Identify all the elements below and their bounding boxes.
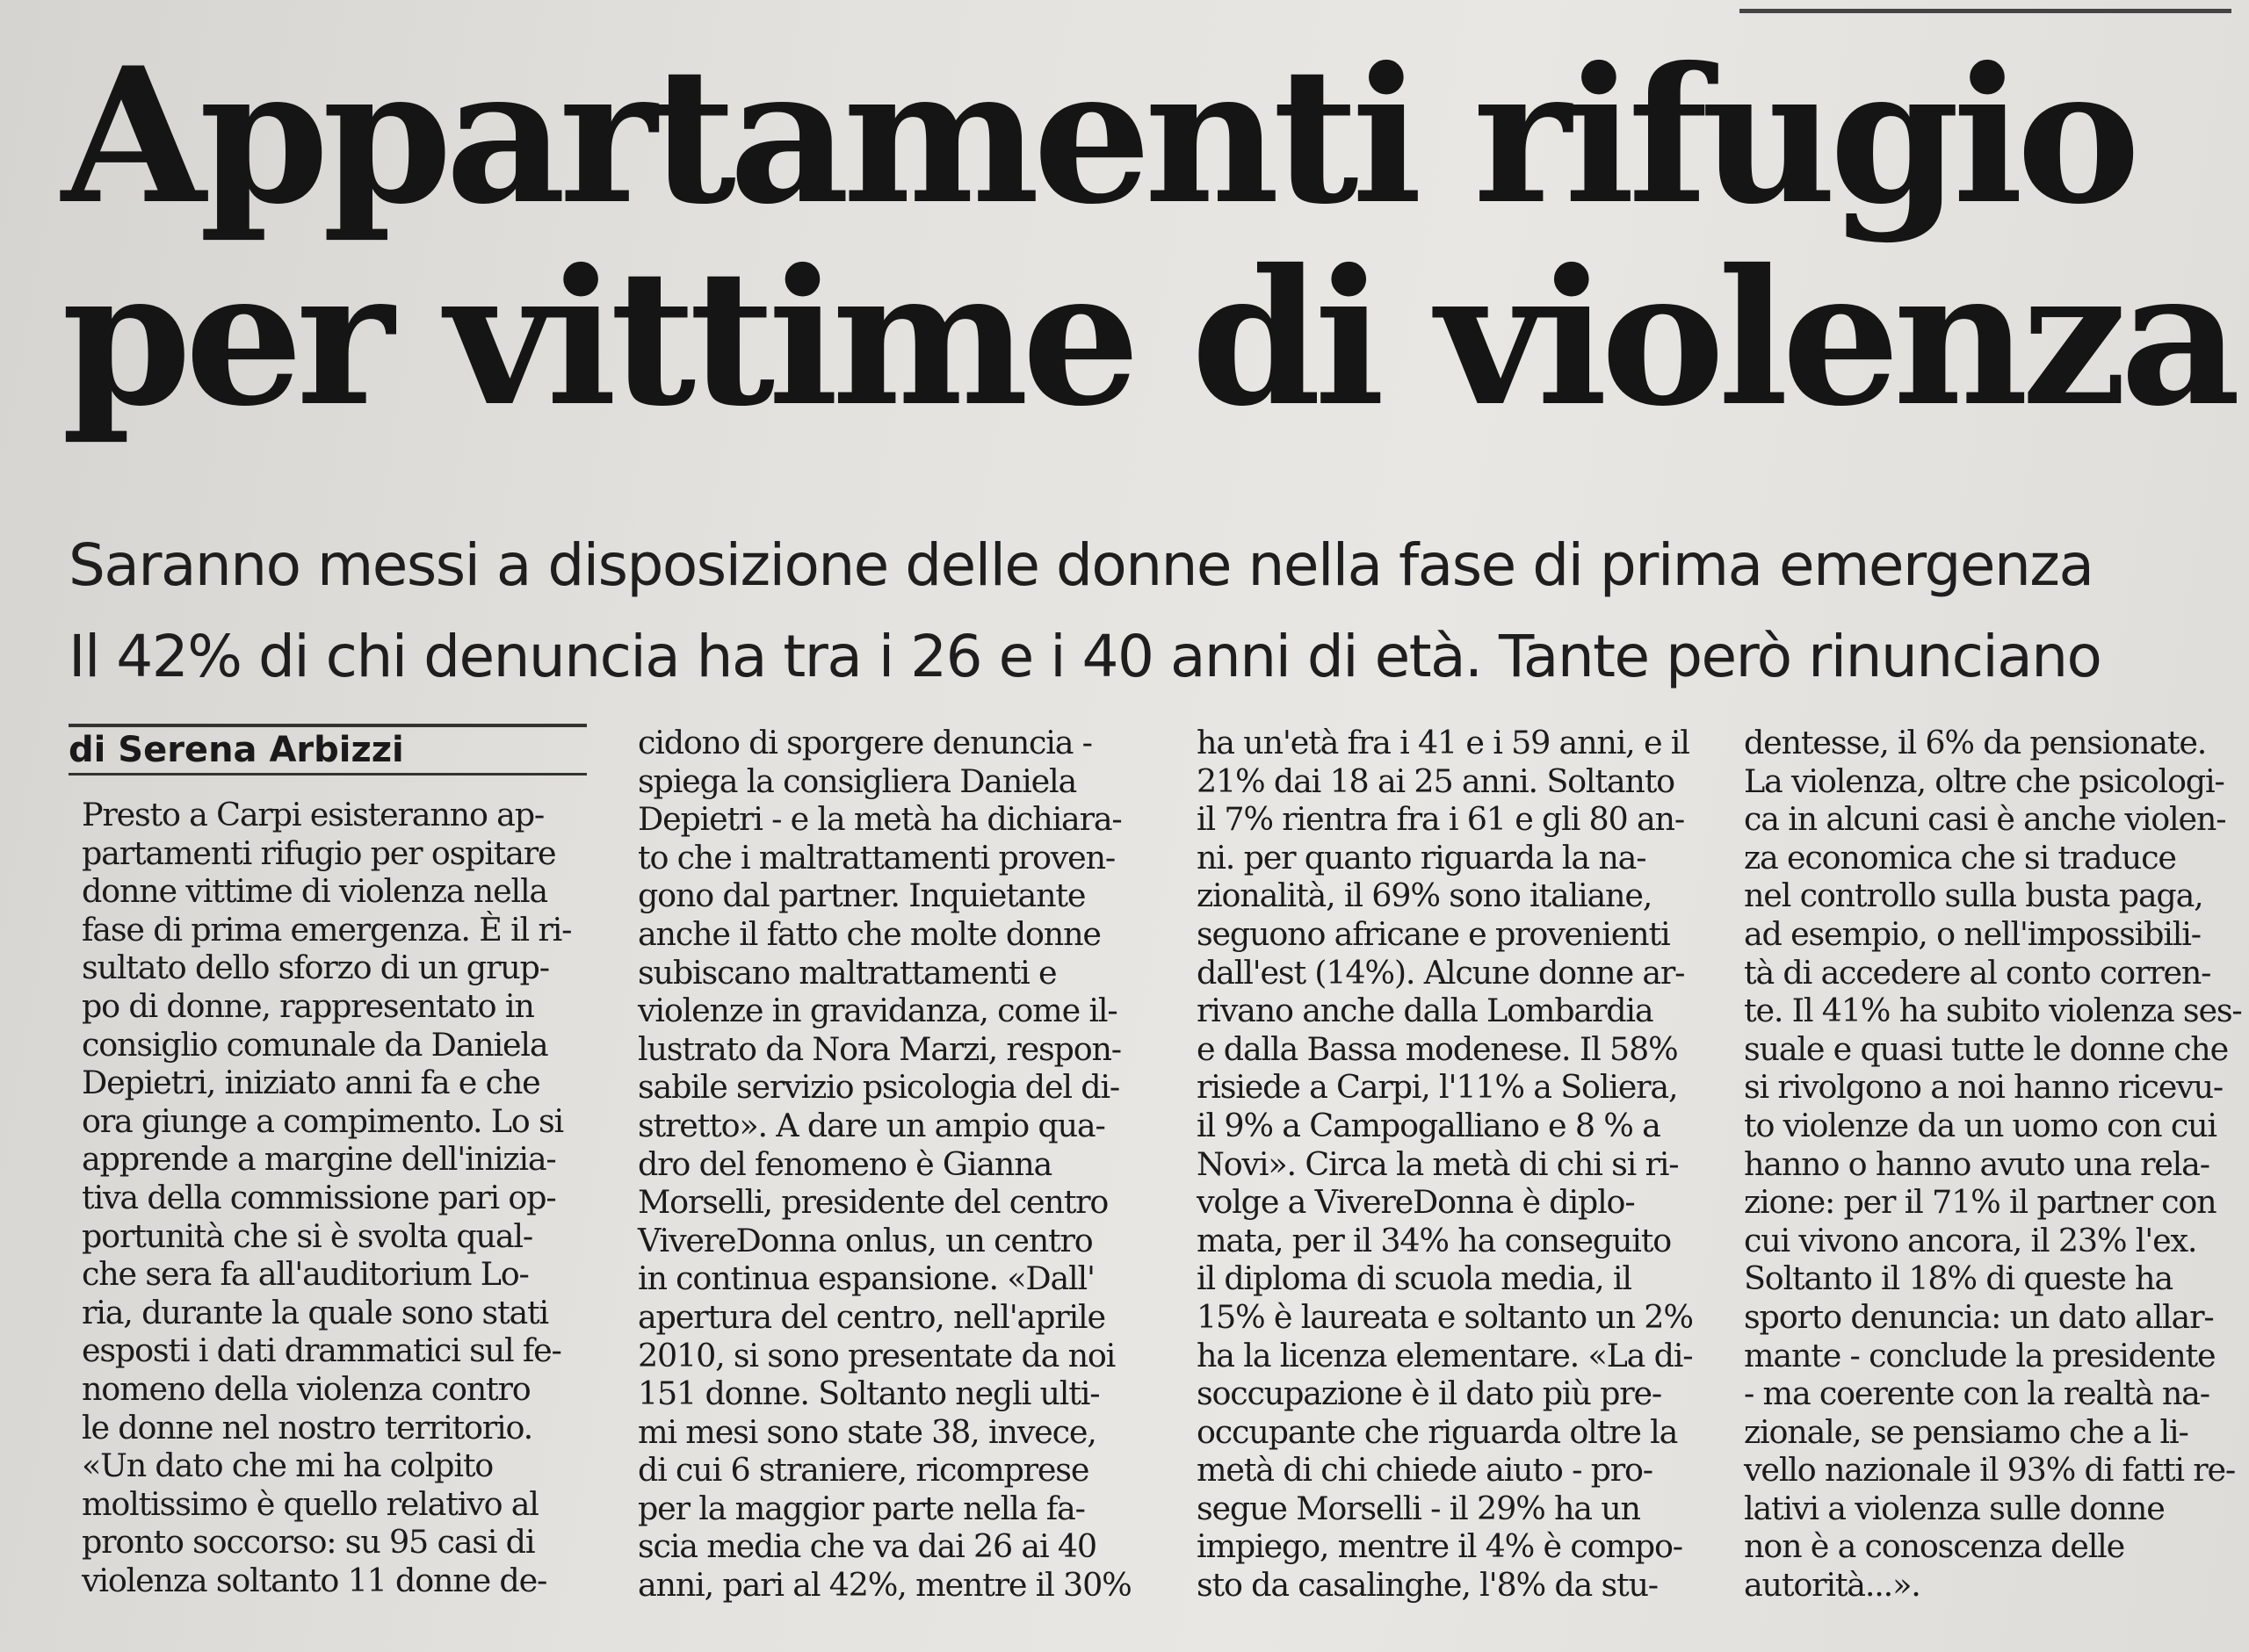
text-line: le donne nel nostro territorio. bbox=[82, 1408, 533, 1446]
text-line: «Un dato che mi ha colpito bbox=[82, 1446, 494, 1485]
text-line: La violenza, oltre che psicologi- bbox=[1744, 761, 2224, 800]
text-line: sto da casalinghe, l'8% da stu- bbox=[1197, 1566, 1658, 1605]
text-line: sabile servizio psicologia del di- bbox=[638, 1068, 1120, 1107]
text-line: ni. per quanto riguarda la na- bbox=[1197, 838, 1646, 876]
text-line: segue Morselli - il 29% ha un bbox=[1197, 1489, 1640, 1527]
text-line: cidono di sporgere denuncia - bbox=[638, 724, 1092, 761]
text-line: Depietri - e la metà ha dichiara- bbox=[638, 800, 1122, 839]
text-line: di cui 6 straniere, ricomprese bbox=[638, 1451, 1089, 1490]
text-line: si rivolgono a noi hanno ricevu- bbox=[1744, 1068, 2224, 1107]
text-line: ca in alcuni casi è anche violen- bbox=[1744, 800, 2226, 839]
text-line: dro del fenomeno è Gianna bbox=[638, 1144, 1052, 1183]
headline-line: Appartamenti rifugio bbox=[61, 26, 2134, 245]
text-line: dentesse, il 6% da pensionate. bbox=[1744, 724, 2207, 761]
article-column-2 bbox=[638, 724, 1147, 1605]
text-line: nel controllo sulla busta paga, bbox=[1744, 876, 2203, 915]
text-line: apertura del centro, nell'aprile bbox=[638, 1297, 1105, 1336]
text-line: 21% dai 18 ai 25 anni. Soltanto bbox=[1197, 761, 1674, 800]
text-line: za economica che si traduce bbox=[1744, 838, 2176, 876]
text-line: Presto a Carpi esisteranno ap- bbox=[82, 796, 544, 833]
text-line: 2010, si sono presentate da noi bbox=[638, 1336, 1116, 1374]
text-line: sporto denuncia: un dato allar- bbox=[1744, 1297, 2214, 1336]
text-line: il 7% rientra fra i 61 e gli 80 an- bbox=[1197, 800, 1684, 839]
text-line: 151 donne. Soltanto negli ulti- bbox=[638, 1374, 1100, 1413]
byline-divider-bottom bbox=[69, 773, 587, 776]
text-line: in continua espansione. «Dall' bbox=[638, 1259, 1095, 1298]
text-line: te. Il 41% ha subito violenza ses- bbox=[1744, 992, 2242, 1030]
text-line: scia media che va dai 26 ai 40 bbox=[638, 1527, 1096, 1566]
text-line: zione: per il 71% il partner con bbox=[1744, 1183, 2216, 1222]
text-line: tiva della commissione pari op- bbox=[82, 1178, 556, 1216]
text-line: mata, per il 34% ha conseguito bbox=[1197, 1221, 1672, 1259]
text-line: occupante che riguarda oltre la bbox=[1197, 1412, 1678, 1451]
byline-divider-top bbox=[69, 724, 587, 727]
text-line: lativi a violenza sulle donne bbox=[1744, 1489, 2165, 1527]
text-line: ria, durante la quale sono stati bbox=[82, 1293, 548, 1331]
text-line: mi mesi sono state 38, invece, bbox=[638, 1412, 1096, 1451]
text-line: violenze in gravidanza, come il- bbox=[638, 992, 1117, 1030]
text-line: ha la licenza elementare. «La di- bbox=[1197, 1336, 1693, 1374]
text-line: spiega la consigliera Daniela bbox=[638, 761, 1077, 800]
text-line: che sera fa all'auditorium Lo- bbox=[82, 1255, 529, 1294]
text-line: consiglio comunale da Daniela bbox=[82, 1025, 548, 1064]
text-line: 15% è laureata e soltanto un 2% bbox=[1197, 1297, 1693, 1336]
text-line: soccupazione è il dato più pre- bbox=[1197, 1374, 1662, 1413]
text-line: - ma coerente con la realtà na- bbox=[1744, 1374, 2209, 1413]
text-line: pronto soccorso: su 95 casi di bbox=[82, 1523, 535, 1562]
subheadline-line: Saranno messi a disposizione delle donne nella fase di prima emergenza bbox=[69, 531, 2094, 599]
text-line: non è a conoscenza delle bbox=[1744, 1527, 2125, 1566]
subheadline-line: Il 42% di chi denuncia ha tra i 26 e i 40 anni di età. Tante però rinunciano bbox=[69, 623, 2101, 690]
text-line: violenza soltanto 11 donne de- bbox=[82, 1561, 547, 1599]
text-line: fase di prima emergenza. È il ri- bbox=[82, 910, 572, 949]
headline bbox=[61, 26, 2234, 447]
text-line: subiscano maltrattamenti e bbox=[638, 953, 1057, 992]
text-line: autorità...». bbox=[1744, 1566, 1920, 1605]
text-line: suale e quasi tutte le donne che bbox=[1744, 1029, 2229, 1068]
article-column-4 bbox=[1744, 724, 2242, 1605]
text-line: impiego, mentre il 4% è compo- bbox=[1197, 1527, 1682, 1566]
text-line: po di donne, rappresentato in bbox=[82, 986, 534, 1025]
text-line: il 9% a Campogalliano e 8 % a bbox=[1197, 1106, 1660, 1144]
text-line: hanno o hanno avuto una rela- bbox=[1744, 1144, 2209, 1183]
text-line: portunità che si è svolta qual- bbox=[82, 1216, 533, 1255]
text-line: stretto». A dare un ampio qua- bbox=[638, 1106, 1105, 1144]
text-line: seguono africane e provenienti bbox=[1197, 914, 1670, 953]
text-line: gono dal partner. Inquietante bbox=[638, 876, 1086, 915]
text-line: volge a VivereDonna è diplo- bbox=[1197, 1183, 1635, 1222]
byline: di Serena Arbizzi bbox=[69, 730, 404, 770]
text-line: Novi». Circa la metà di chi si ri- bbox=[1197, 1144, 1679, 1183]
article-column-3 bbox=[1197, 724, 1706, 1605]
text-line: Soltanto il 18% di queste ha bbox=[1744, 1259, 2173, 1298]
text-line: mante - conclude la presidente bbox=[1744, 1336, 2216, 1374]
text-line: rivano anche dalla Lombardia bbox=[1197, 992, 1653, 1030]
text-line: cui vivono ancora, il 23% l'ex. bbox=[1744, 1221, 2197, 1259]
text-line: to che i maltrattamenti proven- bbox=[638, 838, 1116, 876]
text-line: partamenti rifugio per ospitare bbox=[82, 833, 556, 872]
text-line: VivereDonna onlus, un centro bbox=[638, 1221, 1093, 1259]
text-line: per la maggior parte nella fa- bbox=[638, 1489, 1085, 1527]
text-line: esposti i dati drammatici sul fe- bbox=[82, 1331, 561, 1370]
text-line: risiede a Carpi, l'11% a Soliera, bbox=[1197, 1068, 1678, 1107]
text-line: nomeno della violenza contro bbox=[82, 1369, 531, 1408]
text-line: anni, pari al 42%, mentre il 30% bbox=[638, 1566, 1132, 1605]
text-line: Morselli, presidente del centro bbox=[638, 1183, 1109, 1222]
headline-line: per vittime di violenza bbox=[61, 228, 2234, 447]
article-column-1 bbox=[82, 796, 591, 1599]
text-line: moltissimo è quello relativo al bbox=[82, 1484, 539, 1523]
top-divider bbox=[1739, 9, 2231, 13]
text-line: to violenze da un uomo con cui bbox=[1744, 1106, 2216, 1144]
text-line: zionale, se pensiamo che a li- bbox=[1744, 1412, 2188, 1451]
text-line: lustrato da Nora Marzi, respon- bbox=[638, 1029, 1121, 1068]
text-line: e dalla Bassa modenese. Il 58% bbox=[1197, 1029, 1678, 1068]
text-line: zionalità, il 69% sono italiane, bbox=[1197, 876, 1652, 915]
text-line: ha un'età fra i 41 e i 59 anni, e il bbox=[1197, 724, 1689, 761]
text-line: tà di accedere al conto corren- bbox=[1744, 953, 2211, 992]
text-line: sultato dello sforzo di un grup- bbox=[82, 949, 549, 987]
text-line: apprende a margine dell'inizia- bbox=[82, 1140, 556, 1179]
text-line: Depietri, iniziato anni fa e che bbox=[82, 1064, 540, 1102]
text-line: vello nazionale il 93% di fatti re- bbox=[1744, 1451, 2236, 1490]
text-line: metà di chi chiede aiuto - pro- bbox=[1197, 1451, 1652, 1490]
text-line: dall'est (14%). Alcune donne ar- bbox=[1197, 953, 1685, 992]
subheadline bbox=[69, 520, 2195, 703]
text-line: ora giunge a compimento. Lo si bbox=[82, 1101, 563, 1140]
text-line: donne vittime di violenza nella bbox=[82, 872, 547, 911]
text-line: il diploma di scuola media, il bbox=[1197, 1259, 1631, 1298]
text-line: ad esempio, o nell'impossibili- bbox=[1744, 914, 2201, 953]
text-line: anche il fatto che molte donne bbox=[638, 914, 1101, 953]
